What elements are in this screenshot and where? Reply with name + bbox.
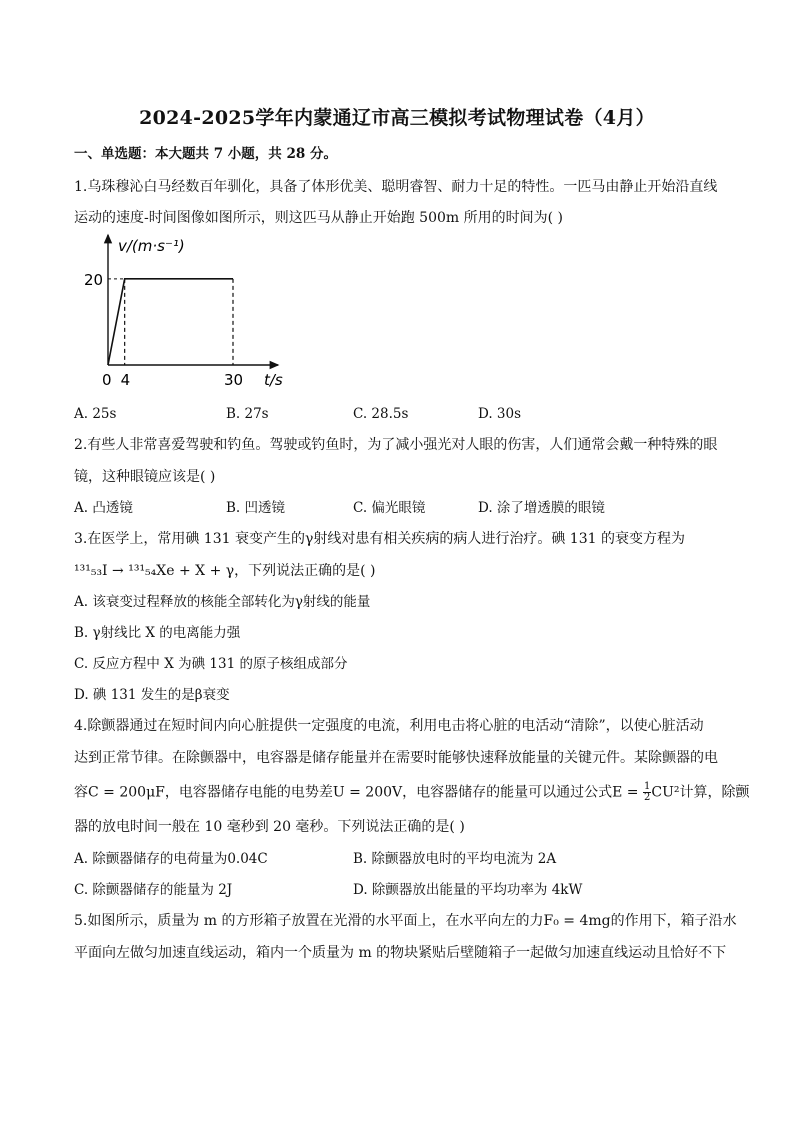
q4-option-c[interactable]: C. 除颤器储存的能量为 2J — [74, 882, 233, 898]
q1-option-a[interactable]: A. 25s — [74, 406, 117, 422]
q4-option-d[interactable]: D. 除颤器放出能量的平均功率为 4kW — [353, 882, 583, 898]
q3-decay-equation: ¹³¹₅₃I → ¹³¹₅₄Xe + X + γ，下列说法正确的是( ) — [74, 563, 376, 579]
q4-text-line4: 器的放电时间一般在 10 毫秒到 20 毫秒。下列说法正确的是( ) — [74, 819, 465, 835]
q3-option-a[interactable]: A. 该衰变过程释放的核能全部转化为γ射线的能量 — [74, 594, 371, 610]
q2-option-b[interactable]: B. 凹透镜 — [226, 500, 286, 516]
fraction-numerator: 1 — [644, 781, 651, 792]
x-tick-label-30: 30 — [224, 371, 244, 389]
q3-text-line1: 3.在医学上，常用碘 131 衰变产生的γ射线对患有相关疾病的病人进行治疗。碘 131 的衰变方程为 — [74, 531, 685, 547]
q4-text-line2: 达到正常节律。在除颤器中，电容器是储存能量并在需要时能够快速释放能量的关键元件。某除颤器的电 — [74, 750, 718, 766]
q4-option-a[interactable]: A. 除颤器储存的电荷量为0.04C — [74, 851, 268, 867]
q5-text-line1: 5.如图所示，质量为 m 的方形箱子放置在光滑的水平面上，在水平向左的力F₀ = 4mg的作用下，箱子沿水 — [74, 913, 737, 929]
q4-option-b[interactable]: B. 除颤器放电时的平均电流为 2A — [353, 851, 557, 867]
q3-option-b[interactable]: B. γ射线比 X 的电离能力强 — [74, 625, 241, 641]
page-title: 2024-2025学年内蒙通辽市高三模拟考试物理试卷（4月） — [139, 107, 655, 129]
q2-option-c[interactable]: C. 偏光眼镜 — [353, 500, 426, 516]
q1-option-b[interactable]: B. 27s — [226, 406, 269, 422]
q1-text-line1: 1.乌珠穆沁白马经数百年驯化，具备了体形优美、聪明睿智、耐力十足的特性。一匹马由静止开始沿直线 — [74, 179, 718, 195]
q1-text-line2: 运动的速度-时间图像如图所示，则这匹马从静止开始跑 500m 所用的时间为( ) — [74, 210, 564, 226]
q2-text-line1: 2.有些人非常喜爱驾驶和钓鱼。驾驶或钓鱼时，为了减小强光对人眼的伤害，人们通常会戴一种特殊的眼 — [74, 437, 718, 453]
q2-option-a[interactable]: A. 凸透镜 — [74, 500, 133, 516]
velocity-series-line — [108, 279, 233, 365]
q2-option-d[interactable]: D. 涂了增透膜的眼镜 — [478, 500, 605, 516]
q4-line3-end: CU²计算，除颤 — [651, 784, 750, 801]
x-axis-label: t/s — [264, 371, 283, 389]
q4-text-line3 — [74, 782, 750, 803]
x-tick-label-4: 4 — [120, 371, 131, 389]
q1-option-d[interactable]: D. 30s — [478, 406, 522, 422]
q2-text-line2: 镜，这种眼镜应该是( ) — [74, 469, 216, 485]
fraction-denominator: 2 — [644, 792, 651, 803]
q3-option-d[interactable]: D. 碘 131 发生的是β衰变 — [74, 687, 230, 703]
x-tick-label-0: 0 — [102, 371, 112, 389]
y-tick-label-20: 20 — [84, 270, 104, 289]
section-heading: 一、单选题：本大题共 7 小题，共 28 分。 — [74, 146, 337, 162]
q1-option-c[interactable]: C. 28.5s — [353, 406, 409, 422]
velocity-time-chart — [80, 235, 283, 395]
y-axis-label: v/(m·s⁻¹) — [118, 237, 185, 255]
q5-text-line2: 平面向左做匀加速直线运动，箱内一个质量为 m 的物块紧贴后壁随箱子一起做匀加速直线运动且恰好不下 — [74, 945, 727, 961]
q4-line3-start: 容C = 200μF，电容器储存电能的电势差U = 200V，电容器储存的能量可以通过公式E = — [74, 784, 643, 801]
q4-text-line1: 4.除颤器通过在短时间内向心脏提供一定强度的电流，利用电击将心脏的电活动“清除”，以使心脏活动 — [74, 718, 704, 734]
q3-option-c[interactable]: C. 反应方程中 X 为碘 131 的原子核组成部分 — [74, 656, 348, 672]
